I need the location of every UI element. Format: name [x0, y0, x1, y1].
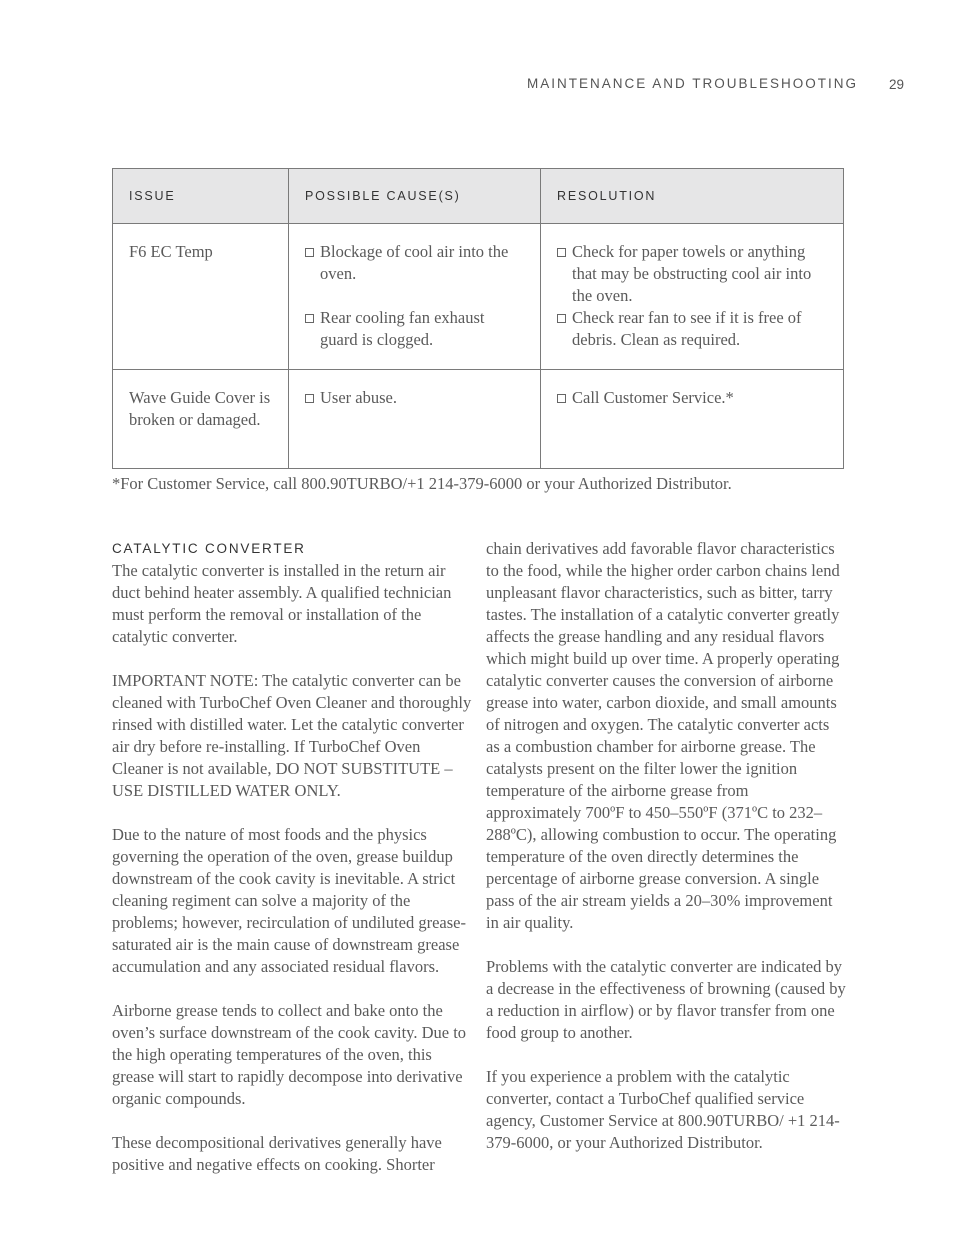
- paragraph: The catalytic converter is installed in the return air duct behind heater assembly. A qualified technician must perform the removal or installation of the catalytic converter.: [112, 561, 452, 646]
- resolutions-list: [557, 241, 829, 351]
- table-footnote: *For Customer Service, call 800.90TURBO/+1 214-379-6000 or your Authorized Distributor.: [112, 474, 732, 493]
- causes-list: [305, 387, 526, 409]
- list-item: Check rear fan to see if it is free of debris. Clean as required.: [557, 307, 829, 351]
- column-header-resolution: RESOLUTION: [541, 169, 844, 224]
- list-item: User abuse.: [305, 387, 526, 409]
- paragraph: Airborne grease tends to collect and bake onto the oven’s surface downstream of the cook cavity. Due to the high operating temperatures of the oven, this grease will start to rapidly decompose into derivative organic compounds.: [112, 1001, 467, 1108]
- resolutions-list: [557, 387, 829, 409]
- paragraph: If you experience a problem with the catalytic converter, contact a TurboChef qualified service agency, Customer Service at 800.90TURBO/ +1 214-379-6000, or your Authorized Distributor.: [486, 1067, 840, 1152]
- causes-list: [305, 241, 526, 351]
- column-header-causes: POSSIBLE CAUSE(S): [289, 169, 541, 224]
- running-header: MAINTENANCE AND TROUBLESHOOTING: [527, 76, 859, 91]
- right-column: [486, 538, 846, 1176]
- section-heading: CATALYTIC CONVERTER: [112, 541, 306, 556]
- resolution-cell: [541, 370, 844, 469]
- issue-cell: F6 EC Temp: [113, 224, 289, 370]
- paragraph: These decompositional derivatives generally have positive and negative effects on cooking. Shorter: [112, 1133, 442, 1174]
- list-item: Rear cooling fan exhaust guard is clogged.: [305, 307, 526, 351]
- column-header-issue: ISSUE: [113, 169, 289, 224]
- troubleshooting-table: [112, 168, 844, 469]
- page-number: 29: [889, 77, 905, 92]
- left-column: [112, 538, 472, 1198]
- list-item: Blockage of cool air into the oven.: [305, 241, 526, 285]
- important-note: IMPORTANT NOTE: The catalytic converter can be cleaned with TurboChef Oven Cleaner and thoroughly rinsed with distilled water. Let the catalytic converter air dry before re-installing. If TurboChef Oven Cleaner is not available, DO NOT SUBSTITUTE – USE DISTILLED WATER ONLY.: [112, 671, 472, 800]
- table-row: [113, 224, 844, 370]
- resolution-cell: [541, 224, 844, 370]
- issue-cell: Wave Guide Cover is broken or damaged.: [113, 370, 289, 469]
- list-item: Call Customer Service.*: [557, 387, 829, 409]
- table-row: [113, 370, 844, 469]
- table-header-row: [113, 169, 844, 224]
- paragraph: Problems with the catalytic converter are indicated by a decrease in the effectiveness of browning (caused by a reduction in airflow) or by flavor transfer from one food group to another.: [486, 957, 846, 1042]
- paragraph: Due to the nature of most foods and the physics governing the operation of the oven, grease buildup downstream of the cook cavity is inevitable. A strict cleaning regiment can solve a majority of the problems; however, recirculation of undiluted grease-saturated air is the main cause of downstream grease accumulation and any associated residual flavors.: [112, 825, 466, 976]
- causes-cell: [289, 370, 541, 469]
- causes-cell: [289, 224, 541, 370]
- paragraph: chain derivatives add favorable flavor characteristics to the food, while the higher order carbon chains lend unpleasant flavor characteristics, such as bitter, tarry tastes. The installation of a catalytic converter greatly affects the grease handling and any residual flavors which might build up over time. A properly operating catalytic converter causes the conversion of airborne grease into water, carbon dioxide, and small amounts of nitrogen and oxygen. The catalytic converter acts as a combustion chamber for airborne grease. The catalysts present on the filter lower the ignition temperature of the airborne grease from approximately 700ºF to 450–550ºF (371ºC to 232–288ºC), allowing combustion to occur. The operating temperature of the oven directly determines the percentage of airborne grease conversion. A single pass of the air stream yields a 20–30% improvement in air quality.: [486, 539, 840, 932]
- list-item: Check for paper towels or anything that may be obstructing cool air into the oven.: [557, 241, 829, 307]
